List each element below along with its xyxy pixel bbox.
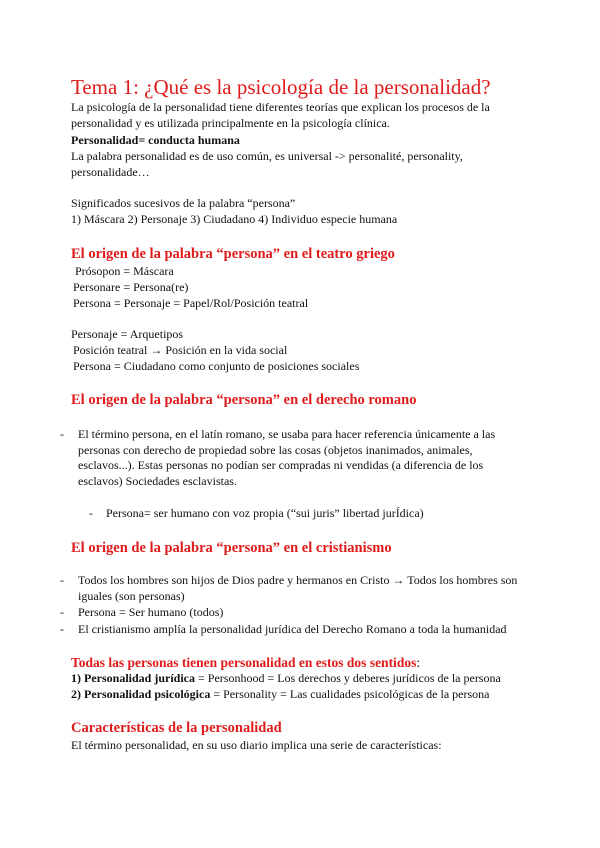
roman-line-1: El término persona, en el latín romano, se usaba para hacer referencia únicamente a las — [78, 427, 496, 441]
greek-line-4: Personaje = Arquetipos — [71, 327, 184, 341]
christ-item-1-line-2: iguales (son personas) — [78, 589, 185, 603]
greek-line-5: Posición teatral → Posición en la vida social — [73, 343, 288, 357]
christ-item-3: El cristianismo amplía la personalidad jurídica del Derecho Romano a toda la humanidad — [78, 622, 507, 636]
section-heading-christianity: El origen de la palabra “persona” en el cristianismo — [71, 540, 392, 556]
section-heading-senses — [71, 654, 420, 671]
christ-item-1-line-1: Todos los hombres son hijos de Dios padre y hermanos en Cristo → Todos los hombres son — [78, 573, 518, 587]
bullet-dash: - — [60, 427, 64, 441]
intro-line-1: La psicología de la personalidad tiene diferentes teorías que explican los procesos de la — [71, 100, 490, 114]
christ-item-2: Persona = Ser humano (todos) — [78, 605, 224, 619]
traits-line: El término personalidad, en su uso diario implica una serie de características: — [71, 738, 442, 752]
page-title: Tema 1: ¿Qué es la psicología de la personalidad? — [71, 75, 491, 99]
meanings-title: Significados sucesivos de la palabra “persona” — [71, 196, 296, 210]
senses-item-1 — [71, 671, 501, 686]
bullet-dash: - — [60, 622, 64, 636]
senses-item-2-rest: = Personality = Las cualidades psicológicas de la persona — [210, 687, 490, 701]
meanings-list: 1) Máscara 2) Personaje 3) Ciudadano 4) Individuo especie humana — [71, 212, 398, 226]
intro-line-3: La palabra personalidad es de uso común, es universal -> personalité, personality, — [71, 149, 463, 163]
roman-line-4: esclavos) Sociedades esclavistas. — [78, 474, 237, 488]
sub-bullet-dash: - — [89, 506, 93, 520]
senses-item-1-bold: 1) Personalidad jurídica — [71, 671, 196, 685]
section-heading-greek: El origen de la palabra “persona” en el teatro griego — [71, 246, 395, 262]
greek-line-2: Personare = Persona(re) — [73, 280, 189, 294]
senses-heading-colon: : — [416, 655, 421, 670]
greek-line-3: Persona = Personaje = Papel/Rol/Posición teatral — [73, 296, 309, 310]
bullet-dash: - — [60, 573, 64, 587]
greek-line-6: Persona = Ciudadano como conjunto de posiciones sociales — [73, 359, 360, 373]
roman-line-2: personas con derecho de propiedad sobre las cosas (objetos inanimados, animales, — [78, 443, 473, 457]
section-heading-roman: El origen de la palabra “persona” en el derecho romano — [71, 392, 417, 408]
greek-line-1: Prósopon = Máscara — [75, 264, 174, 278]
section-heading-traits: Características de la personalidad — [71, 720, 282, 736]
bullet-dash: - — [60, 605, 64, 619]
senses-item-2 — [71, 687, 489, 702]
senses-item-1-rest: = Personhood = Los derechos y deberes jurídicos de la persona — [195, 671, 501, 685]
definition-text: Personalidad= conducta humana — [71, 133, 240, 147]
roman-sub-item: Persona= ser humano con voz propia (“sui juris” libertad jurÍdica) — [106, 506, 424, 520]
intro-line-4: personalidade… — [71, 165, 150, 179]
senses-item-2-bold: 2) Personalidad psicológica — [71, 687, 211, 701]
roman-line-3: esclavos...). Estas personas no podían ser compradas ni vendidas (a diferencia de los — [78, 458, 484, 472]
senses-heading-text: Todas las personas tienen personalidad en estos dos sentidos — [71, 655, 417, 670]
intro-line-2: personalidad y es utilizada principalmente en la psicología clínica. — [71, 116, 390, 130]
definition-bold — [71, 133, 240, 148]
